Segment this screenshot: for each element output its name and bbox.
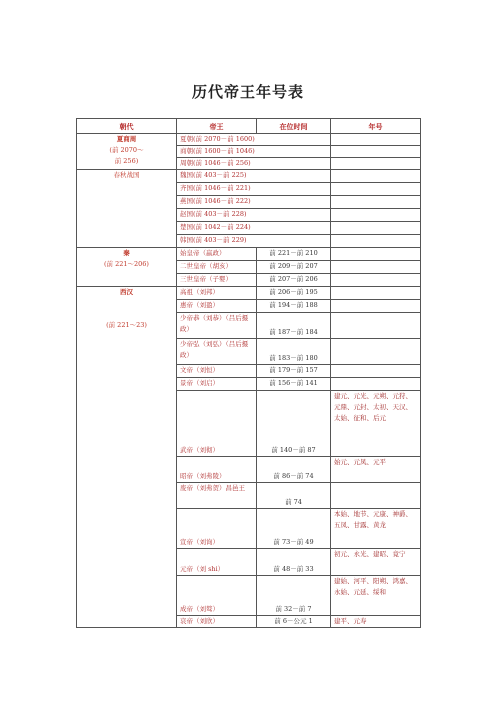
header-row <box>77 119 421 134</box>
ruler-cell: 齐国(前 1046－前 221) <box>177 183 331 196</box>
ruler-cell: 商朝(前 1600－前 1046) <box>177 146 331 158</box>
era-cell: 建平、元寿 <box>331 616 421 628</box>
ruler-cell: 高祖（刘邦） <box>177 287 257 300</box>
ruler-cell: 赵国(前 403－前 228) <box>177 209 331 222</box>
reign-time-cell: 前 187－前 184 <box>257 313 331 339</box>
dynasty-dates: (前 221～206) <box>104 260 149 268</box>
ruler-cell: 始皇帝（嬴政） <box>177 248 257 261</box>
era-cell: 建始、河平、阳朔、鸿嘉、永始、元延、绥和 <box>331 576 421 616</box>
dynasty-dates: (前 221～23) <box>106 321 147 329</box>
ruler-cell: 景帝（刘启） <box>177 378 257 391</box>
ruler-cell: 燕国(前 1046－前 222) <box>177 196 331 209</box>
reign-time-cell: 前 183－前 180 <box>257 339 331 365</box>
ruler-cell: 惠帝（刘盈） <box>177 300 257 313</box>
table-row <box>77 170 421 183</box>
era-cell <box>331 235 421 248</box>
era-cell <box>331 287 421 300</box>
ruler-cell: 武帝（刘彻） <box>177 391 257 457</box>
ruler-cell: 元帝（刘 shi） <box>177 549 257 576</box>
emperor-era-table <box>76 118 421 628</box>
era-cell <box>331 274 421 287</box>
era-cell <box>331 339 421 365</box>
header-era-name: 年号 <box>331 119 421 134</box>
ruler-cell: 成帝（刘骜） <box>177 576 257 616</box>
ruler-cell: 三世皇帝（子婴） <box>177 274 257 287</box>
ruler-cell: 少帝弘（刘弘）（吕后摄政） <box>177 339 257 365</box>
dynasty-dates: (前 2070～ <box>109 146 144 154</box>
reign-time-cell: 前 209－前 207 <box>257 261 331 274</box>
reign-time-cell: 前 6－公元 1 <box>257 616 331 628</box>
era-cell: 本始、地节、元康、神爵、五凤、甘露、黄龙 <box>331 509 421 549</box>
ruler-cell: 废帝（刘弗贺）昌邑王 <box>177 483 257 509</box>
dynasty-cell <box>77 170 177 248</box>
header-dynasty: 朝代 <box>77 119 177 134</box>
ruler-cell: 夏朝(前 2070－前 1600) <box>177 134 331 146</box>
reign-time-cell: 前 74 <box>257 483 331 509</box>
era-cell <box>331 146 421 158</box>
era-cell <box>331 196 421 209</box>
era-cell <box>331 158 421 170</box>
era-cell <box>331 248 421 261</box>
ruler-cell: 周朝(前 1046－前 256) <box>177 158 331 170</box>
page-title: 历代帝王年号表 <box>191 83 304 101</box>
era-cell <box>331 170 421 183</box>
reign-time-cell: 前 221－前 210 <box>257 248 331 261</box>
dynasty-cell <box>77 134 177 170</box>
table-row <box>77 248 421 261</box>
reign-time-cell: 前 86－前 74 <box>257 457 331 483</box>
reign-time-cell: 前 194－前 188 <box>257 300 331 313</box>
ruler-cell: 魏国(前 403－前 225) <box>177 170 331 183</box>
era-cell: 初元、永光、建昭、竟宁 <box>331 549 421 576</box>
reign-time-cell: 前 73－前 49 <box>257 509 331 549</box>
era-cell <box>331 313 421 339</box>
era-cell: 始元、元凤、元平 <box>331 457 421 483</box>
reign-time-cell: 前 48－前 33 <box>257 549 331 576</box>
reign-time-cell: 前 156－前 141 <box>257 378 331 391</box>
era-cell <box>331 134 421 146</box>
era-cell: 建元、元光、元朔、元狩、元鼎、元封、太初、天汉、太始、征和、后元 <box>331 391 421 457</box>
ruler-cell: 少帝恭（刘恭）（吕后摄政） <box>177 313 257 339</box>
era-cell <box>331 209 421 222</box>
dynasty-name: 西汉 <box>120 288 133 296</box>
reign-time-cell: 前 207－前 206 <box>257 274 331 287</box>
ruler-cell: 昭帝（刘弗陵） <box>177 457 257 483</box>
table-row <box>77 287 421 300</box>
ruler-cell: 二世皇帝（胡亥） <box>177 261 257 274</box>
dynasty-name: 秦 <box>123 249 130 257</box>
reign-time-cell: 前 32－前 7 <box>257 576 331 616</box>
era-cell <box>331 365 421 378</box>
ruler-cell: 哀帝（刘欣） <box>177 616 257 628</box>
era-cell <box>331 300 421 313</box>
dynasty-cell <box>77 248 177 287</box>
era-cell <box>331 261 421 274</box>
dynasty-cell <box>77 287 177 628</box>
header-ruler: 帝王 <box>177 119 257 134</box>
era-cell <box>331 378 421 391</box>
header-reign-time: 在位时间 <box>257 119 331 134</box>
reign-time-cell: 前 179－前 157 <box>257 365 331 378</box>
ruler-cell: 韩国(前 403－前 229) <box>177 235 331 248</box>
era-cell <box>331 483 421 509</box>
dynasty-name: 夏商周 <box>116 135 137 143</box>
ruler-cell: 楚国(前 1042－前 224) <box>177 222 331 235</box>
table-row <box>77 134 421 146</box>
reign-time-cell: 前 206－前 195 <box>257 287 331 300</box>
dynasty-name: 春秋战国 <box>113 171 140 179</box>
ruler-cell: 文帝（刘恒） <box>177 365 257 378</box>
era-cell <box>331 222 421 235</box>
era-cell <box>331 183 421 196</box>
ruler-cell: 宣帝（刘询） <box>177 509 257 549</box>
reign-time-cell: 前 140－前 87 <box>257 391 331 457</box>
dynasty-dates: 前 256) <box>114 157 139 165</box>
